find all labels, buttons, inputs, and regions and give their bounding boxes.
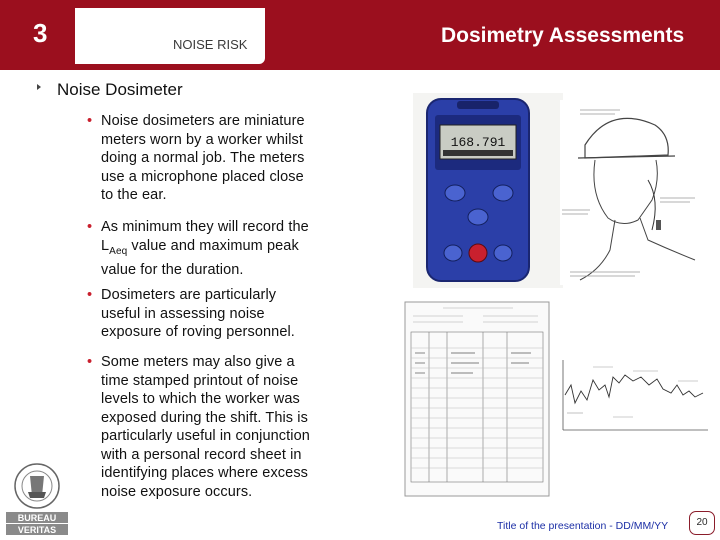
bullet-1: • Noise dosimeters are miniature meters worn by a worker whilst doing a normal job. The meters use a microphone placed close to the ear. [87, 113, 305, 203]
slide-header [0, 0, 720, 70]
dosimeter-device-image [413, 93, 563, 288]
record-sheet-image [403, 300, 551, 498]
svg-text:VERITAS: VERITAS [17, 525, 57, 535]
bureau-veritas-logo [4, 462, 70, 536]
section-tab [75, 8, 265, 64]
page-number: 20 [689, 511, 715, 535]
footer-text: Title of the presentation - DD/MM/YY [497, 520, 669, 532]
section-label: NOISE RISK [173, 37, 248, 52]
noise-time-history-image [553, 355, 713, 440]
bullet-dot-icon: • [87, 113, 93, 129]
heading-bullet-icon [37, 84, 41, 90]
bullet-4: • Some meters may also give a time stamped printout of noise levels to which the worker was exposed during the shift. This is particularly useful in conjunction with a personal record sheet in identifying places where excess noise exposure occurs. [87, 354, 310, 500]
worker-drawing-image [560, 100, 700, 285]
svg-text:BUREAU: BUREAU [17, 513, 57, 523]
main-heading: Noise Dosimeter [38, 80, 183, 100]
bullet-dot-icon: • [87, 219, 93, 235]
bullet-3: • Dosimeters are particularly useful in assessing noise exposure of roving personnel. [87, 287, 295, 340]
bullet-dot-icon: • [87, 287, 93, 303]
slide-number: 3 [33, 18, 48, 48]
bullet-2: • As minimum they will record the $L_{Aeq}$ value and maximum peak value for the duration. [87, 219, 309, 278]
bullet-dot-icon: • [87, 354, 93, 370]
slide-title: Dosimetry Assessments [441, 24, 685, 47]
svg-text:168.791: 168.791 [450, 135, 506, 150]
